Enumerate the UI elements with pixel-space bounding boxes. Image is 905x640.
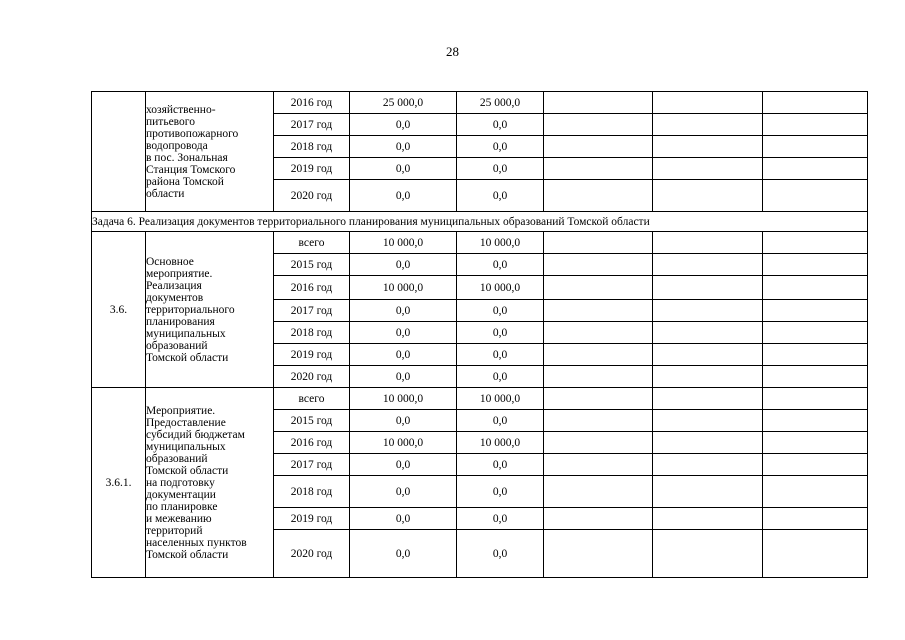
empty-cell	[544, 254, 653, 276]
total-funding-cell: 0,0	[350, 254, 457, 276]
item-name	[146, 92, 274, 212]
empty-cell	[653, 530, 763, 578]
budget-funding-cell: 10 000,0	[457, 432, 544, 454]
year-cell: 2019 год	[274, 158, 350, 180]
item-name-line: образований	[146, 452, 208, 465]
item-name-line: хозяйственно-	[146, 103, 216, 116]
budget-funding-cell: 0,0	[457, 158, 544, 180]
empty-cell	[763, 300, 868, 322]
item-name-line: по планировке	[146, 500, 218, 513]
year-cell: 2015 год	[274, 254, 350, 276]
budget-funding-cell: 0,0	[457, 344, 544, 366]
year-cell: 2018 год	[274, 136, 350, 158]
empty-cell	[653, 180, 763, 212]
total-funding-cell: 0,0	[350, 410, 457, 432]
empty-cell	[763, 232, 868, 254]
empty-cell	[763, 476, 868, 508]
budget-funding-cell: 0,0	[457, 410, 544, 432]
empty-cell	[544, 322, 653, 344]
total-funding-cell: 0,0	[350, 508, 457, 530]
empty-cell	[544, 232, 653, 254]
item-name-line: субсидий бюджетам	[146, 428, 245, 441]
empty-cell	[544, 92, 653, 114]
budget-table	[91, 91, 868, 578]
table-row	[92, 232, 868, 254]
total-funding-cell: 0,0	[350, 454, 457, 476]
total-funding-cell: 0,0	[350, 180, 457, 212]
empty-cell	[763, 530, 868, 578]
item-name-line: Предоставление	[146, 416, 226, 429]
empty-cell	[544, 344, 653, 366]
empty-cell	[763, 158, 868, 180]
empty-cell	[544, 454, 653, 476]
task-row	[92, 212, 868, 232]
empty-cell	[653, 454, 763, 476]
year-cell: 2017 год	[274, 114, 350, 136]
year-cell: 2020 год	[274, 366, 350, 388]
empty-cell	[653, 300, 763, 322]
empty-cell	[763, 136, 868, 158]
item-name-line: муниципальных	[146, 327, 226, 340]
empty-cell	[544, 136, 653, 158]
item-name-line: территориального	[146, 303, 235, 316]
item-name-line: района Томской	[146, 175, 224, 188]
item-name-line: Томской области	[146, 351, 229, 364]
budget-funding-cell: 0,0	[457, 114, 544, 136]
empty-cell	[653, 366, 763, 388]
table-row	[92, 388, 868, 410]
empty-cell	[544, 180, 653, 212]
budget-funding-cell: 0,0	[457, 476, 544, 508]
year-cell: 2020 год	[274, 180, 350, 212]
empty-cell	[763, 508, 868, 530]
item-name-line: области	[146, 187, 185, 200]
page-number: 28	[446, 44, 459, 59]
empty-cell	[544, 388, 653, 410]
empty-cell	[653, 276, 763, 300]
item-name-line: территорий	[146, 524, 203, 537]
total-funding-cell: 10 000,0	[350, 276, 457, 300]
empty-cell	[653, 388, 763, 410]
item-name-line: Основное	[146, 255, 194, 268]
empty-cell	[653, 476, 763, 508]
empty-cell	[763, 410, 868, 432]
item-name-line: Томской области	[146, 548, 229, 561]
budget-funding-cell: 0,0	[457, 508, 544, 530]
empty-cell	[653, 410, 763, 432]
empty-cell	[544, 276, 653, 300]
task-title: Задача 6. Реализация документов территориального планирования муниципальных образований Томской области	[92, 212, 868, 232]
total-funding-cell: 0,0	[350, 158, 457, 180]
empty-cell	[653, 92, 763, 114]
total-funding-cell: 0,0	[350, 366, 457, 388]
total-funding-cell: 25 000,0	[350, 92, 457, 114]
empty-cell	[544, 158, 653, 180]
empty-cell	[653, 114, 763, 136]
item-name-line: противопожарного	[146, 127, 239, 140]
total-funding-cell: 0,0	[350, 136, 457, 158]
empty-cell	[544, 114, 653, 136]
total-funding-cell: 10 000,0	[350, 232, 457, 254]
empty-cell	[544, 366, 653, 388]
empty-cell	[763, 92, 868, 114]
item-name-line: в пос. Зональная	[146, 151, 228, 164]
item-number: 3.6.	[92, 232, 146, 388]
empty-cell	[544, 508, 653, 530]
empty-cell	[653, 322, 763, 344]
empty-cell	[763, 114, 868, 136]
item-name-line: и межеванию	[146, 512, 212, 525]
item-name-line: документации	[146, 488, 216, 501]
empty-cell	[653, 432, 763, 454]
empty-cell	[763, 344, 868, 366]
total-funding-cell: 0,0	[350, 300, 457, 322]
item-number: 3.6.1.	[92, 388, 146, 578]
item-name	[146, 232, 274, 388]
year-cell: всего	[274, 388, 350, 410]
year-cell: 2016 год	[274, 276, 350, 300]
year-cell: 2018 год	[274, 476, 350, 508]
empty-cell	[763, 366, 868, 388]
budget-funding-cell: 0,0	[457, 180, 544, 212]
budget-funding-cell: 25 000,0	[457, 92, 544, 114]
item-name-line: водопровода	[146, 139, 208, 152]
empty-cell	[544, 300, 653, 322]
budget-funding-cell: 0,0	[457, 366, 544, 388]
item-name	[146, 388, 274, 578]
empty-cell	[544, 432, 653, 454]
item-name-line: на подготовку	[146, 476, 215, 489]
budget-funding-cell: 0,0	[457, 300, 544, 322]
total-funding-cell: 0,0	[350, 344, 457, 366]
item-name-line: Реализация	[146, 279, 202, 292]
total-funding-cell: 10 000,0	[350, 388, 457, 410]
item-name-line: Мероприятие.	[146, 404, 216, 417]
empty-cell	[763, 322, 868, 344]
item-name-line: муниципальных	[146, 440, 226, 453]
empty-cell	[763, 180, 868, 212]
empty-cell	[653, 508, 763, 530]
empty-cell	[763, 454, 868, 476]
year-cell: 2016 год	[274, 432, 350, 454]
budget-funding-cell: 0,0	[457, 530, 544, 578]
year-cell: 2015 год	[274, 410, 350, 432]
item-name-line: питьевого	[146, 115, 195, 128]
year-cell: 2018 год	[274, 322, 350, 344]
item-number	[92, 92, 146, 212]
empty-cell	[653, 344, 763, 366]
item-name-line: документов	[146, 291, 204, 304]
total-funding-cell: 0,0	[350, 114, 457, 136]
year-cell: 2017 год	[274, 454, 350, 476]
table-row	[92, 92, 868, 114]
total-funding-cell: 0,0	[350, 476, 457, 508]
year-cell: 2020 год	[274, 530, 350, 578]
budget-funding-cell: 0,0	[457, 322, 544, 344]
empty-cell	[544, 530, 653, 578]
empty-cell	[763, 388, 868, 410]
year-cell: 2019 год	[274, 508, 350, 530]
empty-cell	[653, 136, 763, 158]
budget-funding-cell: 0,0	[457, 454, 544, 476]
year-cell: 2016 год	[274, 92, 350, 114]
empty-cell	[544, 410, 653, 432]
empty-cell	[653, 232, 763, 254]
empty-cell	[763, 276, 868, 300]
empty-cell	[653, 254, 763, 276]
empty-cell	[544, 476, 653, 508]
total-funding-cell: 10 000,0	[350, 432, 457, 454]
budget-funding-cell: 0,0	[457, 136, 544, 158]
empty-cell	[653, 158, 763, 180]
total-funding-cell: 0,0	[350, 322, 457, 344]
item-name-line: планирования	[146, 315, 215, 328]
item-name-line: образований	[146, 339, 208, 352]
year-cell: всего	[274, 232, 350, 254]
budget-funding-cell: 10 000,0	[457, 276, 544, 300]
year-cell: 2019 год	[274, 344, 350, 366]
budget-funding-cell: 0,0	[457, 254, 544, 276]
budget-funding-cell: 10 000,0	[457, 232, 544, 254]
budget-funding-cell: 10 000,0	[457, 388, 544, 410]
empty-cell	[763, 254, 868, 276]
item-name-line: мероприятие.	[146, 267, 213, 280]
item-name-line: Станция Томского	[146, 163, 236, 176]
year-cell: 2017 год	[274, 300, 350, 322]
item-name-line: Томской области	[146, 464, 229, 477]
item-name-line: населенных пунктов	[146, 536, 247, 549]
total-funding-cell: 0,0	[350, 530, 457, 578]
empty-cell	[763, 432, 868, 454]
